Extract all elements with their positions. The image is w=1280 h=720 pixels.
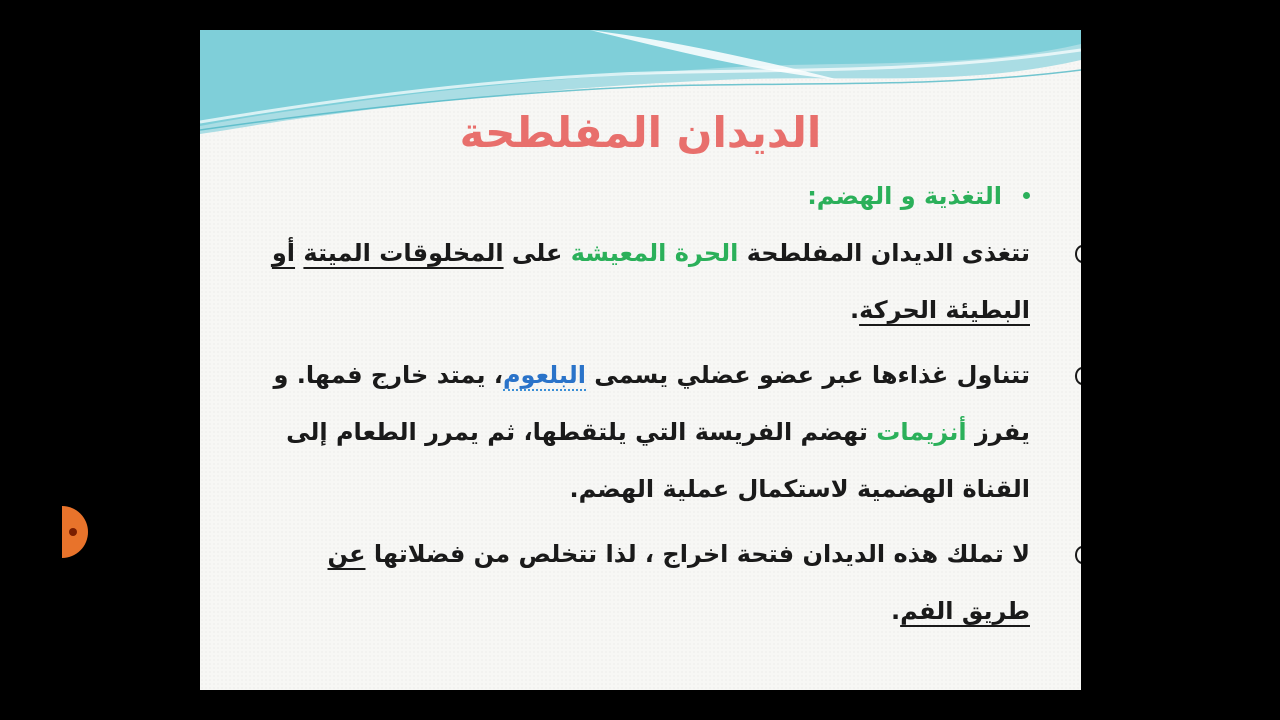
slide-title: الديدان المفلطحة xyxy=(459,108,822,157)
item-text: تتغذى الديدان المفلطحة xyxy=(738,239,1030,267)
underlined-through-mouth: عن طريق الفم xyxy=(327,540,1030,625)
slide-content xyxy=(260,168,1030,640)
pointer-indicator-icon xyxy=(62,506,88,558)
highlight-pharynx: البلعوم xyxy=(502,361,586,389)
item-text: لا تملك هذه الديدان فتحة اخراج ، لذا تتخلص من فضلاتها xyxy=(365,540,1030,568)
list-item xyxy=(260,347,1060,518)
circle-bullet-icon xyxy=(1075,245,1081,263)
item-text: تهضم الفريسة التي يلتقطها، ثم يمرر الطعام إلى القناة الهضمية لاستكمال عملية الهضم. xyxy=(286,418,1030,503)
underlined-slow-moving: أو البطيئة الحركة xyxy=(271,239,1030,324)
highlight-enzymes: أنزيمات xyxy=(876,418,967,446)
presentation-slide xyxy=(200,30,1081,690)
circle-bullet-icon xyxy=(1075,546,1081,564)
item-text: تتناول غذاءها عبر عضو عضلي يسمى xyxy=(585,361,1030,389)
item-text: . xyxy=(849,296,860,324)
list-item xyxy=(260,526,1060,640)
item-text: ، يمتد خارج فمها. و يفرز xyxy=(273,361,1030,446)
circle-bullet-icon xyxy=(1075,367,1081,385)
underlined-dead-organisms: المخلوقات الميتة xyxy=(303,239,504,267)
heading-text: التغذية و الهضم: xyxy=(807,182,1002,210)
section-heading xyxy=(260,168,1030,225)
item-text: . xyxy=(891,597,901,625)
list-item xyxy=(260,225,1060,339)
highlight-free-living: الحرة المعيشة xyxy=(570,239,739,267)
item-text: على xyxy=(503,239,571,267)
bullet-dot-icon xyxy=(1023,192,1030,199)
